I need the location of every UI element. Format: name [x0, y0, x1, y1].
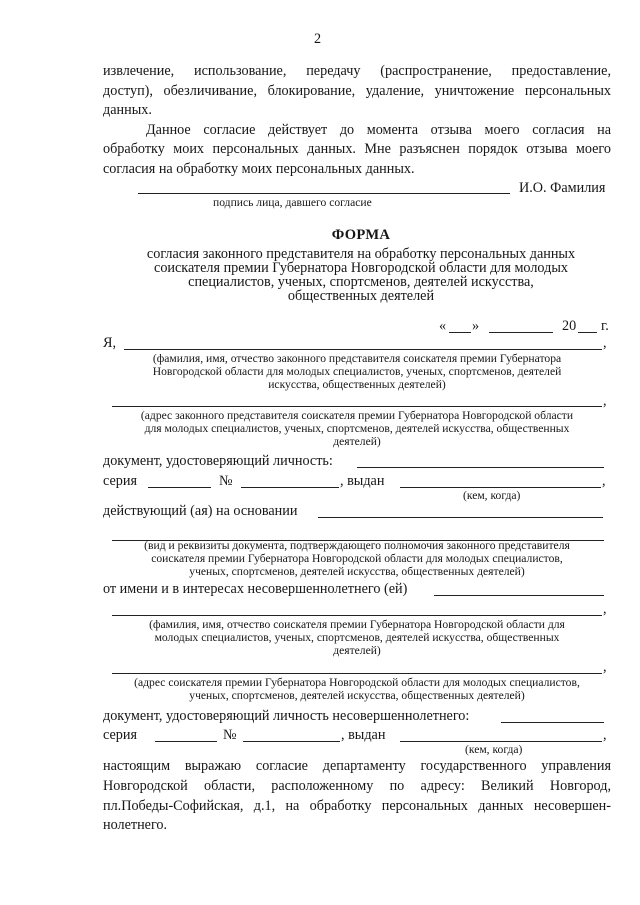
id-doc-field[interactable] — [357, 467, 604, 468]
date-year-field[interactable] — [578, 332, 597, 333]
number-label: № — [223, 727, 237, 743]
issued-caption: (кем, когда) — [463, 489, 521, 502]
number-label: № — [219, 473, 233, 489]
rep-name-caption: (фамилия, имя, отчество законного представителя соискателя премии Губернатора — [152, 352, 562, 365]
validity-line: обработку моих персональных данных. Мне разъяснен порядок отзыва моего — [103, 141, 611, 157]
minor-name-caption: молодых специалистов, ученых, спортсменов, деятелей искусства, общественных — [154, 631, 560, 644]
rep-name-field[interactable] — [124, 349, 602, 350]
comma: , — [602, 473, 606, 489]
date-close-quote: » — [472, 318, 480, 334]
series-label: серия — [103, 727, 137, 743]
signature-line — [138, 193, 510, 194]
date-day-field[interactable] — [449, 332, 471, 333]
comma: , — [603, 727, 607, 743]
form-title: ФОРМА — [331, 227, 391, 243]
issued-caption: (кем, когда) — [465, 743, 523, 756]
minor-name-field[interactable] — [112, 615, 602, 616]
rep-address-caption: для молодых специалистов, ученых, спортсменов, деятелей искусства, общественных — [144, 422, 570, 435]
basis-caption: соискателя премии Губернатора Новгородской области для молодых специалистов, — [151, 552, 563, 565]
rep-name-caption: Новгородской области для молодых специалистов, ученых, спортсменов, деятелей — [152, 365, 562, 378]
signature-caption: подпись лица, давшего согласие — [213, 196, 372, 209]
basis-caption: ученых, спортсменов, деятелей искусства, общественных деятелей) — [189, 565, 525, 578]
form-subtitle: общественных деятелей — [287, 288, 435, 304]
intro-line: извлечение, использование, передачу (распространение, предоставление, — [103, 63, 611, 79]
intro-line: доступ), обезличивание, блокирование, удаление, уничтожение персональных — [103, 83, 611, 99]
series-minor-field[interactable] — [155, 741, 217, 742]
issued-label: , выдан — [340, 473, 385, 489]
minor-address-caption: (адрес соискателя премии Губернатора Новгородской области для молодых специалистов, — [134, 676, 580, 689]
form-subtitle: специалистов, ученых, спортсменов, деятелей искусства, — [188, 274, 534, 290]
final-line: нолетнего. — [103, 817, 168, 833]
page-number: 2 — [314, 31, 322, 47]
form-subtitle: соискателя премии Губернатора Новгородской области для молодых — [154, 260, 568, 276]
comma: , — [603, 335, 607, 351]
id-doc-minor-label: документ, удостоверяющий личность несовершеннолетнего: — [103, 708, 470, 724]
acting-label: действующий (ая) на основании — [103, 503, 298, 519]
date-year-suffix: г. — [601, 318, 609, 334]
rep-address-caption: деятелей) — [333, 435, 381, 448]
date-month-field[interactable] — [489, 332, 553, 333]
issued-label: , выдан — [341, 727, 386, 743]
on-behalf-field[interactable] — [434, 595, 604, 596]
date-open-quote: « — [439, 318, 447, 334]
id-doc-label: документ, удостоверяющий личность: — [103, 453, 333, 469]
on-behalf-label: от имени и в интересах несовершеннолетнего (ей) — [103, 581, 408, 597]
final-line: пл.Победы-Софийская, д.1, на обработку персональных данных несовершен- — [103, 798, 611, 814]
ya-label: Я, — [103, 335, 117, 351]
rep-name-caption: искусства, общественных деятелей) — [268, 378, 446, 391]
id-doc-minor-field[interactable] — [501, 722, 604, 723]
validity-line: Данное согласие действует до момента отзыва моего согласия на — [146, 122, 611, 138]
number-field[interactable] — [241, 487, 339, 488]
comma: , — [603, 659, 607, 675]
number-minor-field[interactable] — [243, 741, 340, 742]
final-line: Новгородской области, расположенному по адресу: Великий Новгород, — [103, 778, 611, 794]
rep-address-field[interactable] — [112, 406, 602, 407]
form-subtitle: согласия законного представителя на обработку персональных данных — [146, 246, 576, 262]
minor-address-field[interactable] — [112, 673, 602, 674]
minor-name-caption: (фамилия, имя, отчество соискателя премии Губернатора Новгородской области для — [149, 618, 565, 631]
basis-caption: (вид и реквизиты документа, подтверждающего полномочия законного представителя — [144, 539, 570, 552]
intro-line: данных. — [103, 102, 152, 118]
comma: , — [603, 601, 607, 617]
minor-name-caption: деятелей) — [333, 644, 381, 657]
series-field[interactable] — [148, 487, 211, 488]
series-label: серия — [103, 473, 137, 489]
final-line: настоящим выражаю согласие департаменту государственного управления — [103, 758, 611, 774]
rep-address-caption: (адрес законного представителя соискателя премии Губернатора Новгородской области — [140, 409, 574, 422]
signature-name: И.О. Фамилия — [519, 180, 606, 196]
date-year-prefix: 20 — [562, 318, 577, 334]
acting-field[interactable] — [318, 517, 603, 518]
validity-line: согласия на обработку моих персональных данных. — [103, 161, 415, 177]
minor-address-caption: ученых, спортсменов, деятелей искусства, общественных деятелей) — [189, 689, 525, 702]
comma: , — [603, 393, 607, 409]
